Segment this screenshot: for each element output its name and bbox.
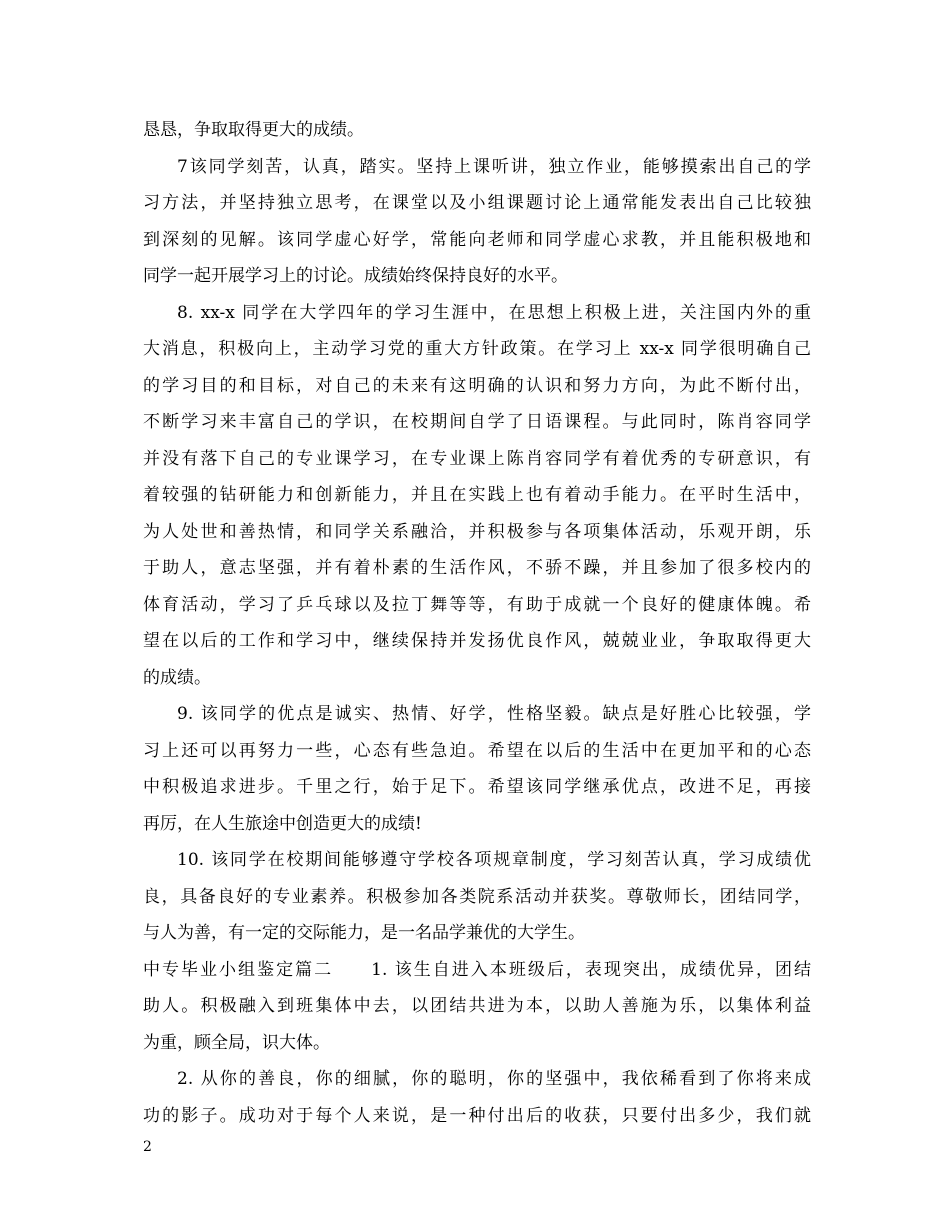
page-number: 2 bbox=[143, 1139, 152, 1155]
text-line: 体育活动，学习了乒乓球以及拉丁舞等等，有助于成就一个良好的健康体魄。希 bbox=[143, 594, 811, 615]
text-line: 中专毕业小组鉴定篇二 1. 该生自进入本班级后，表现突出，成绩优异，团结 bbox=[143, 959, 811, 980]
text-line: 的成绩。 bbox=[143, 667, 211, 688]
text-line: 功的影子。成功对于每个人来说，是一种付出后的收获，只要付出多少，我们就 bbox=[143, 1105, 811, 1126]
text-line: 为重，顾全局，识大体。 bbox=[143, 1032, 330, 1053]
body-text bbox=[143, 112, 811, 1134]
text-line: 习方法，并坚持独立思考，在课堂以及小组课题讨论上通常能发表出自己比较独 bbox=[143, 193, 811, 213]
text-line: 恳恳，争取取得更大的成绩。 bbox=[143, 120, 364, 140]
text-line: 到深刻的见解。该同学虚心好学，常能向老师和同学虚心求教，并且能积极地和 bbox=[143, 229, 811, 250]
text-line: 再厉，在人生旅途中创造更大的成绩! bbox=[143, 813, 422, 834]
text-line: 8. xx-x 同学在大学四年的学习生涯中，在思想上积极上进，关注国内外的重 bbox=[177, 302, 811, 323]
text-line: 良，具备良好的专业素养。积极参加各类院系活动并获奖。尊敬师长，团结同学， bbox=[143, 886, 811, 907]
text-line: 10. 该同学在校期间能够遵守学校各项规章制度，学习刻苦认真，学习成绩优 bbox=[177, 850, 811, 870]
text-line: 为人处世和善热情，和同学关系融洽，并积极参与各项集体活动，乐观开朗，乐 bbox=[143, 521, 811, 542]
text-line: 7该同学刻苦，认真，踏实。坚持上课听讲，独立作业，能够摸索出自己的学 bbox=[177, 156, 811, 177]
text-line: 着较强的钻研能力和创新能力，并且在实践上也有着动手能力。在平时生活中， bbox=[143, 485, 811, 505]
text-line: 并没有落下自己的专业课学习，在专业课上陈肖容同学有着优秀的专研意识，有 bbox=[143, 448, 811, 469]
text-line: 于助人，意志坚强，并有着朴素的生活作风，不骄不躁，并且参加了很多校内的 bbox=[143, 558, 811, 578]
text-line: 习上还可以再努力一些，心态有些急迫。希望在以后的生活中在更加平和的心态 bbox=[143, 740, 811, 761]
text-line: 望在以后的工作和学习中，继续保持并发扬优良作风，兢兢业业，争取取得更大 bbox=[143, 631, 811, 651]
text-line: 同学一起开展学习上的讨论。成绩始终保持良好的水平。 bbox=[143, 266, 568, 286]
text-line: 大消息，积极向上，主动学习党的重大方针政策。在学习上 xx-x 同学很明确自己 bbox=[143, 339, 811, 359]
text-line: 2. 从你的善良，你的细腻，你的聪明，你的坚强中，我依稀看到了你将来成 bbox=[177, 1069, 811, 1089]
text-line: 9. 该同学的优点是诚实、热情、好学，性格坚毅。缺点是好胜心比较强，学 bbox=[177, 704, 811, 724]
text-line: 中积极追求进步。千里之行，始于足下。希望该同学继承优点，改进不足，再接 bbox=[143, 777, 811, 797]
text-line: 的学习目的和目标，对自己的未来有这明确的认识和努力方向，为此不断付出， bbox=[143, 375, 811, 396]
text-line: 与人为善，有一定的交际能力，是一名品学兼优的大学生。 bbox=[143, 923, 585, 943]
text-line: 助人。积极融入到班集体中去，以团结共进为本，以助人善施为乐，以集体利益 bbox=[143, 996, 811, 1016]
text-line: 不断学习来丰富自己的学识，在校期间自学了日语课程。与此同时，陈肖容同学 bbox=[143, 412, 811, 432]
